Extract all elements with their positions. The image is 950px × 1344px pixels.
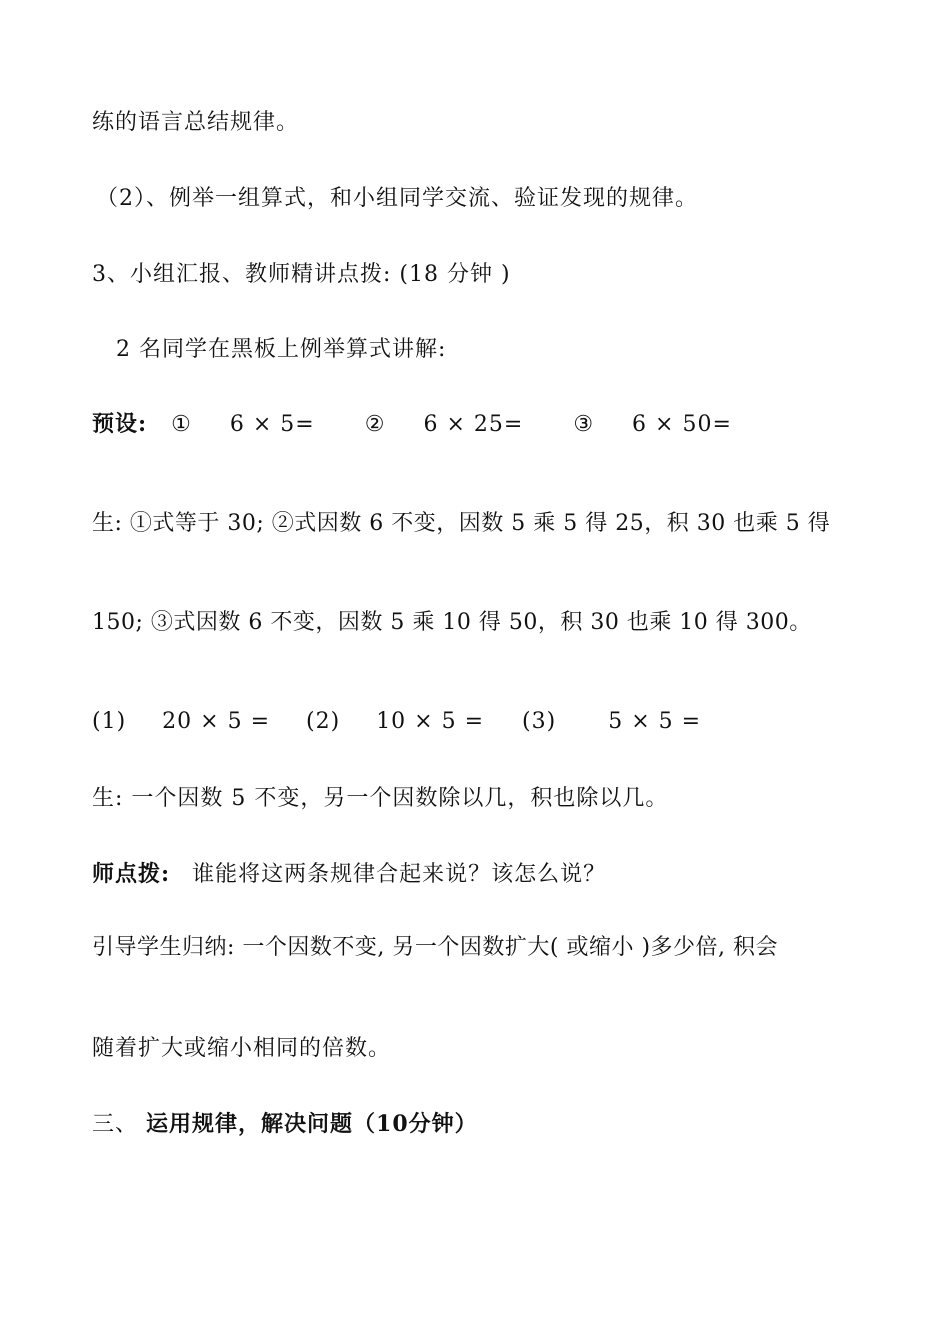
expression: 6 × 5=: [229, 412, 315, 437]
paragraph-line: 生: 一个因数 5 不变，另一个因数除以几，积也除以几。: [92, 786, 669, 811]
expression-number: (1): [92, 709, 127, 734]
section-heading: 3、小组汇报、教师精讲点拨: (18 分钟 ): [92, 262, 511, 287]
preset-label: 预设:: [92, 411, 148, 437]
expression-number: ②: [364, 412, 386, 437]
expression-number: (3): [522, 709, 557, 734]
teacher-guidance: [92, 859, 606, 890]
expression-number: ①: [171, 412, 192, 437]
paragraph-line: 练的语言总结规律。: [92, 110, 300, 135]
teacher-question: 谁能将这两条规律合起来说？该怎么说？: [192, 862, 607, 887]
paragraph-line: 150; ③式因数 6 不变，因数 5 乘 10 得 50，积 30 也乘 10 得 300。: [92, 610, 812, 635]
section-number: 三、: [92, 1112, 139, 1137]
paragraph-line: 2 名同学在黑板上例举算式讲解:: [116, 337, 447, 362]
expression-number: ③: [573, 412, 595, 437]
teacher-label: 师点拨:: [92, 861, 171, 887]
paragraph-line: 生: ①式等于 30; ②式因数 6 不变，因数 5 乘 5 得 25，积 30 也乘 5 得: [92, 511, 831, 536]
expression: 6 × 50=: [632, 412, 732, 437]
expression: 6 × 25=: [423, 412, 524, 437]
section-title: 运用规律，解决问题（10分钟）: [146, 1111, 478, 1137]
paragraph-line: 引导学生归纳: 一个因数不变, 另一个因数扩大( 或缩小 )多少倍, 积会: [92, 935, 779, 960]
paragraph-line: （2）、例举一组算式，和小组同学交流、验证发现的规律。: [96, 186, 698, 211]
paragraph-line: 随着扩大或缩小相同的倍数。: [92, 1036, 392, 1061]
section-heading: [92, 1109, 478, 1140]
division-expressions: [92, 707, 701, 737]
expression-number: (2): [306, 709, 341, 734]
expression: 10 × 5 =: [376, 709, 485, 734]
expression: 20 × 5 =: [162, 709, 271, 734]
expression: 5 × 5 =: [608, 709, 702, 734]
preset-expressions: [92, 409, 732, 440]
